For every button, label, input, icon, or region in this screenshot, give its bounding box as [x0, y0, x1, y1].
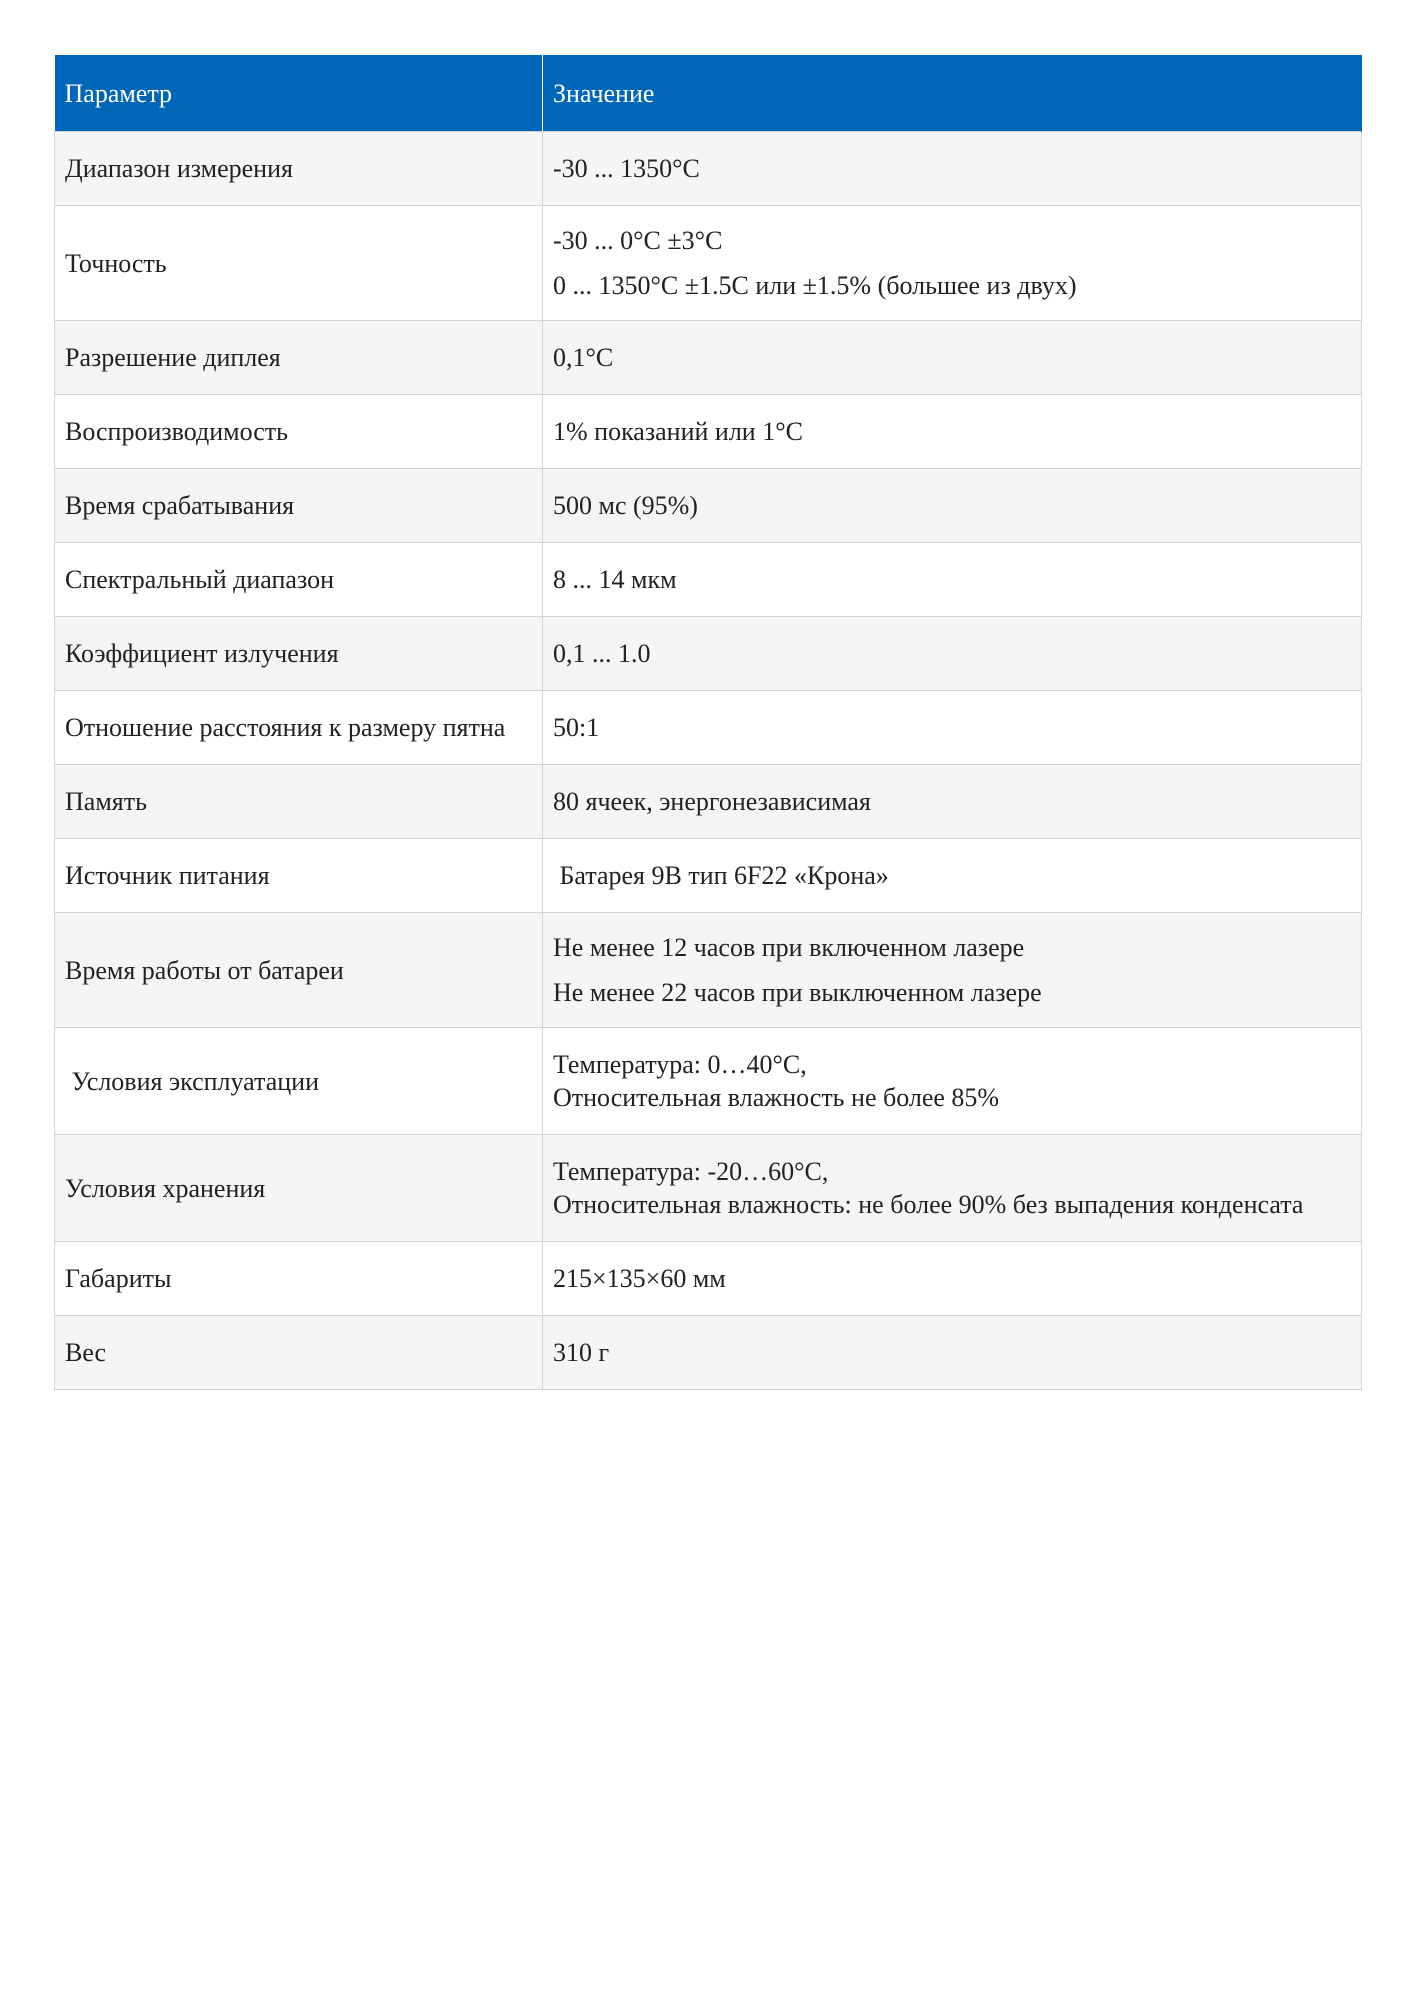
header-value: Значение — [543, 56, 1362, 132]
value-line: Батарея 9В тип 6F22 «Крона» — [553, 861, 889, 890]
param-cell: Отношение расстояния к размеру пятна — [55, 691, 543, 765]
value-line: Температура: -20…60°C, — [553, 1157, 829, 1186]
table-row — [55, 132, 1362, 206]
value-cell — [543, 1242, 1362, 1316]
table-row — [55, 1135, 1362, 1242]
table-row — [55, 206, 1362, 321]
value-cell — [543, 395, 1362, 469]
param-cell: Воспроизводимость — [55, 395, 543, 469]
param-cell: Память — [55, 765, 543, 839]
table-row — [55, 1316, 1362, 1390]
param-cell: Точность — [55, 206, 543, 321]
value-cell — [543, 765, 1362, 839]
table-row — [55, 691, 1362, 765]
table-row — [55, 395, 1362, 469]
param-cell: Спектральный диапазон — [55, 543, 543, 617]
value-line: -30 ... 1350°C — [553, 154, 700, 183]
value-paragraph: 0 ... 1350°C ±1.5C или ±1.5% (большее из двух) — [553, 271, 1077, 300]
header-param: Параметр — [55, 56, 543, 132]
param-cell: Условия хранения — [55, 1135, 543, 1242]
value-paragraph: Не менее 22 часов при выключенном лазере — [553, 978, 1042, 1007]
value-cell — [543, 1316, 1362, 1390]
value-cell — [543, 1028, 1362, 1135]
table-row — [55, 321, 1362, 395]
value-cell — [543, 469, 1362, 543]
value-line: 8 ... 14 мкм — [553, 565, 677, 594]
param-cell: Диапазон измерения — [55, 132, 543, 206]
value-cell — [543, 691, 1362, 765]
value-line: 215×135×60 мм — [553, 1264, 726, 1293]
value-cell — [543, 543, 1362, 617]
value-line: 1% показаний или 1°C — [553, 417, 803, 446]
spec-table — [54, 55, 1362, 1390]
value-cell — [543, 913, 1362, 1028]
value-line: Относительная влажность: не более 90% без выпадения конденсата — [553, 1190, 1304, 1219]
value-cell — [543, 206, 1362, 321]
value-line: 80 ячеек, энергонезависимая — [553, 787, 871, 816]
param-cell: Габариты — [55, 1242, 543, 1316]
param-cell: Время срабатывания — [55, 469, 543, 543]
table-row — [55, 543, 1362, 617]
table-row — [55, 839, 1362, 913]
value-line: 310 г — [553, 1338, 610, 1367]
value-paragraph: -30 ... 0°C ±3°C — [553, 226, 723, 255]
param-cell: Время работы от батареи — [55, 913, 543, 1028]
value-line: Температура: 0…40°C, — [553, 1050, 807, 1079]
value-cell — [543, 617, 1362, 691]
table-row — [55, 1242, 1362, 1316]
param-cell: Источник питания — [55, 839, 543, 913]
value-line: 0,1 ... 1.0 — [553, 639, 651, 668]
table-row — [55, 1028, 1362, 1135]
value-cell — [543, 1135, 1362, 1242]
table-row — [55, 913, 1362, 1028]
value-cell — [543, 321, 1362, 395]
param-cell: Коэффициент излучения — [55, 617, 543, 691]
value-line: 0,1°C — [553, 343, 614, 372]
value-cell — [543, 132, 1362, 206]
value-line: 50:1 — [553, 713, 600, 742]
value-line: Относительная влажность не более 85% — [553, 1083, 1000, 1112]
param-cell: Разрешение диплея — [55, 321, 543, 395]
value-cell — [543, 839, 1362, 913]
table-header-row — [55, 56, 1362, 132]
value-paragraph: Не менее 12 часов при включенном лазере — [553, 933, 1025, 962]
param-cell: Условия эксплуатации — [55, 1028, 543, 1135]
table-row — [55, 765, 1362, 839]
table-row — [55, 469, 1362, 543]
param-cell: Вес — [55, 1316, 543, 1390]
table-row — [55, 617, 1362, 691]
value-line: 500 мс (95%) — [553, 491, 698, 520]
